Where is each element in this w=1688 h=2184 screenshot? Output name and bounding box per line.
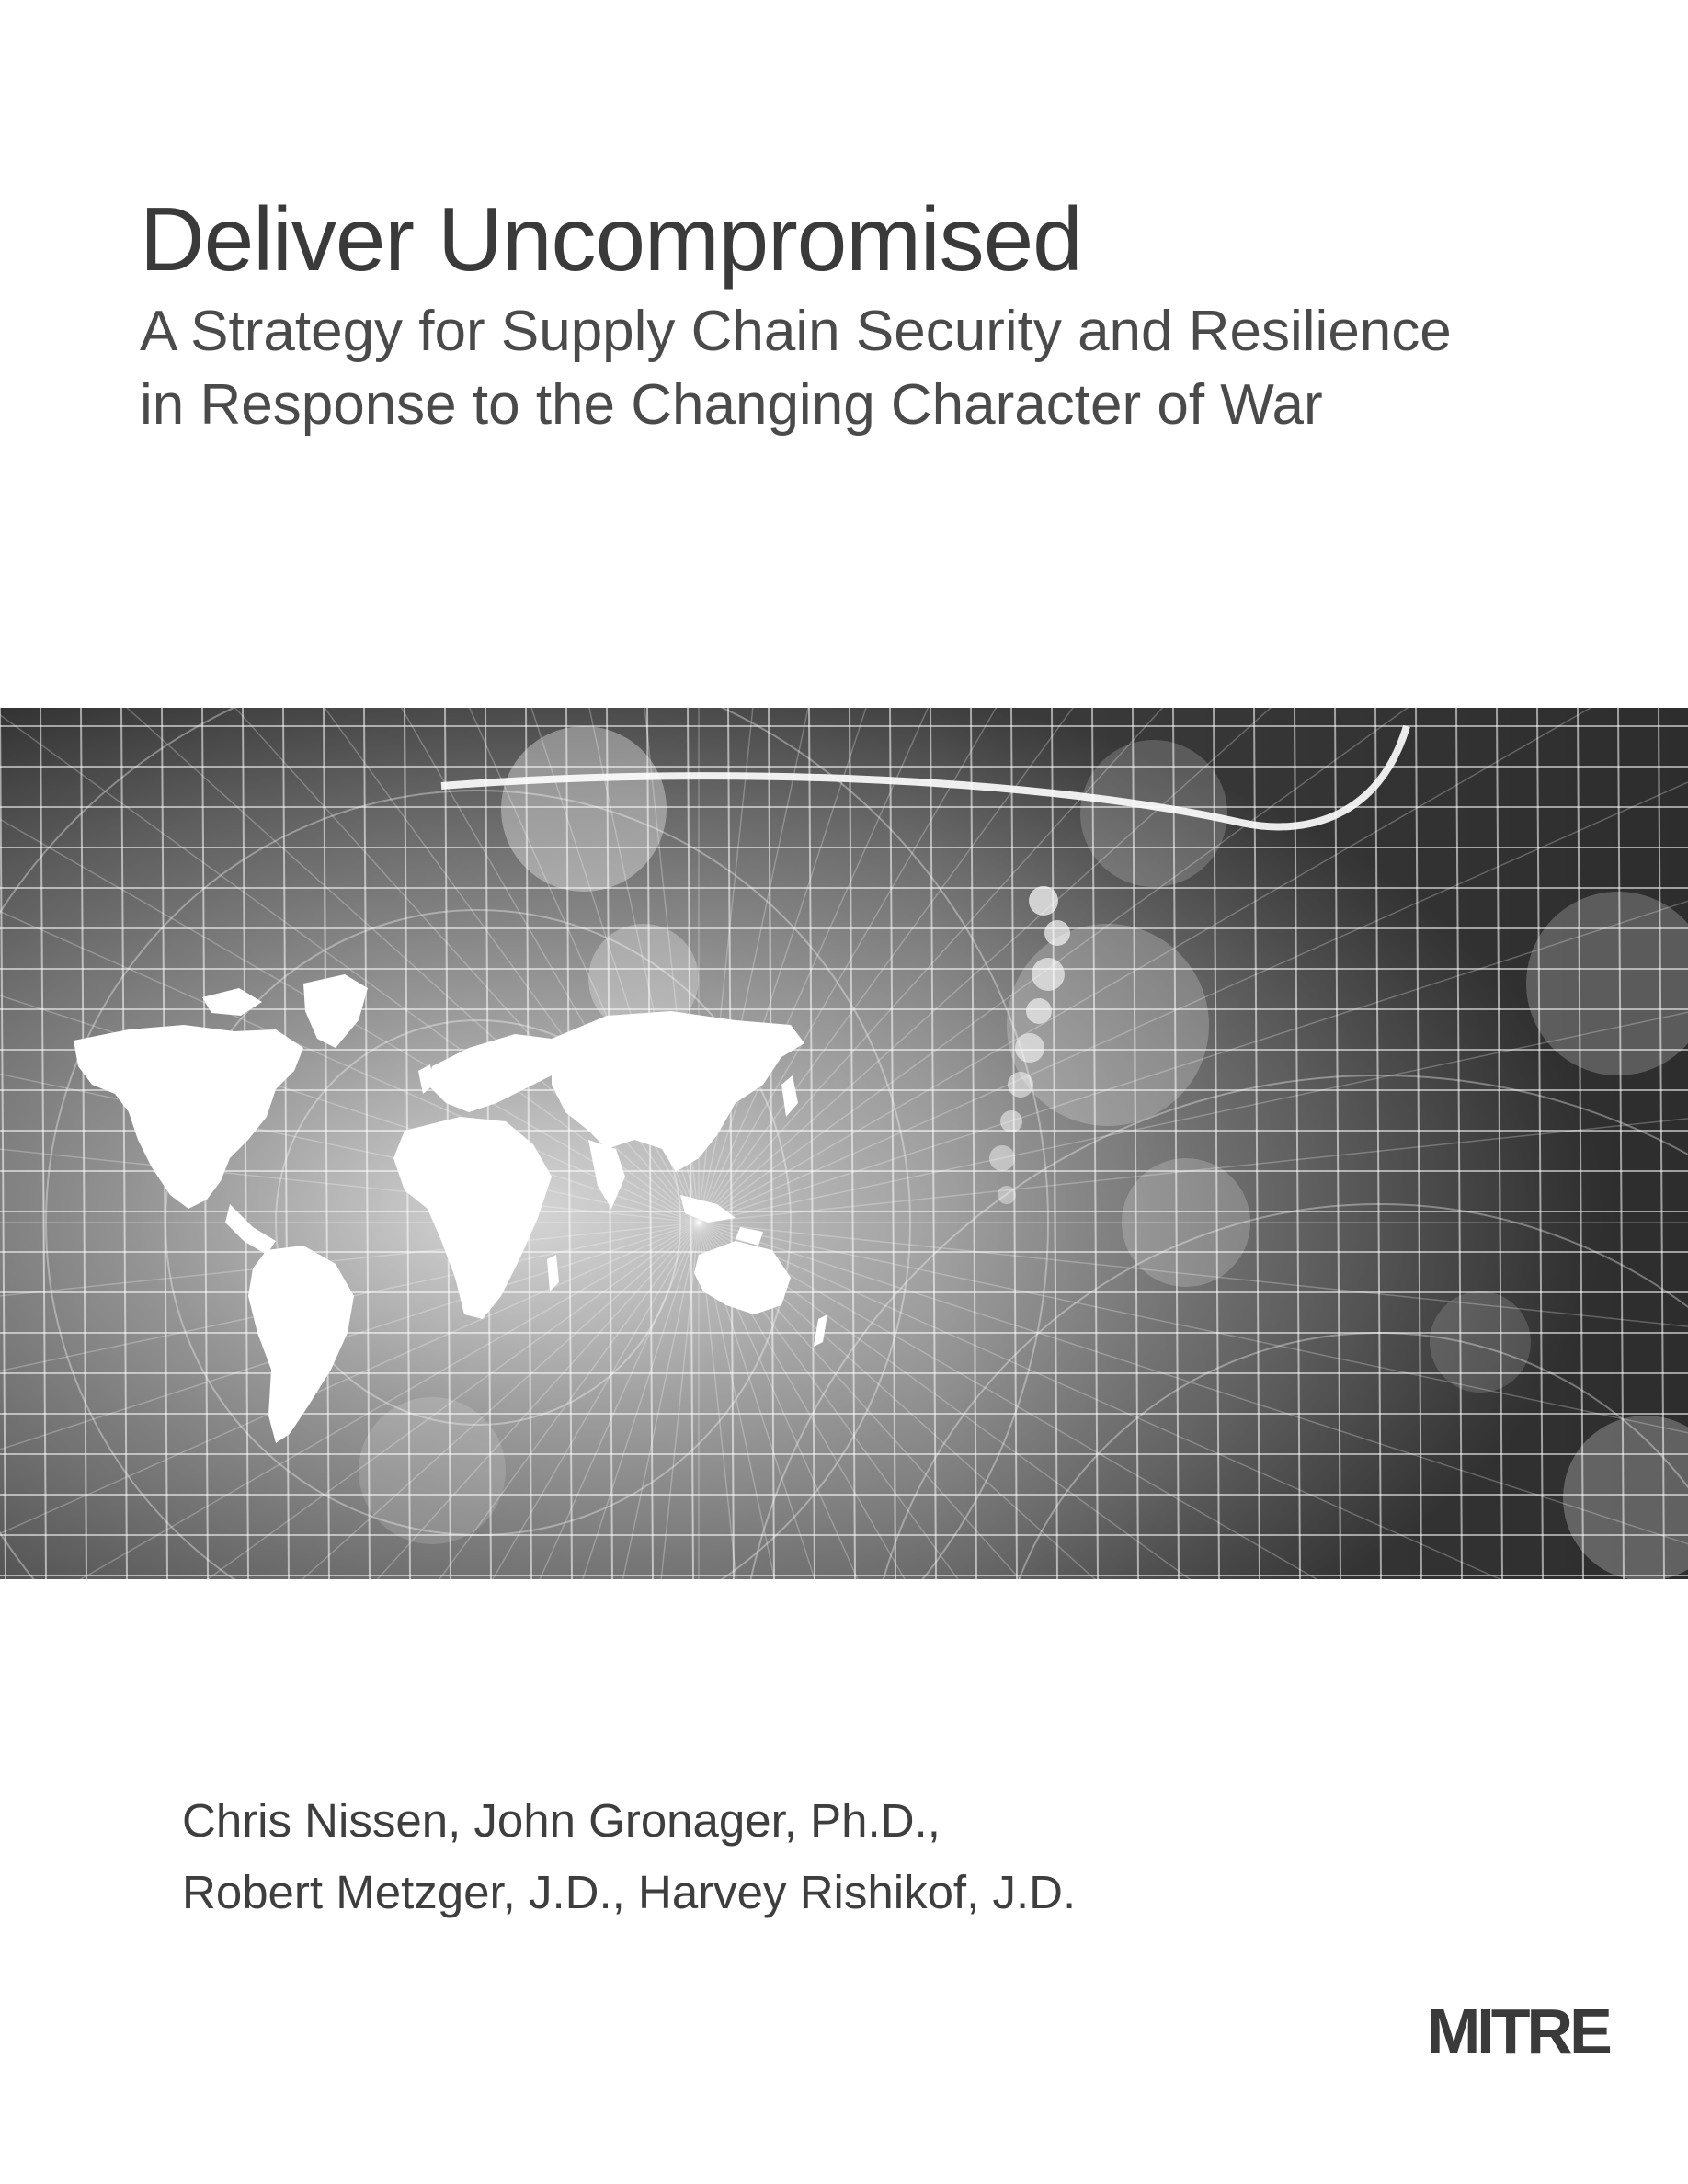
author-line-1: Chris Nissen, John Gronager, Ph.D., <box>182 1794 941 1847</box>
document-title: Deliver Uncompromised <box>140 188 1082 290</box>
subtitle-line-2: in Response to the Changing Character of War <box>140 373 1323 437</box>
document-subtitle <box>140 295 1452 442</box>
subtitle-line-1: A Strategy for Supply Chain Security and Resilience <box>140 300 1452 363</box>
author-line-2: Robert Metzger, J.D., Harvey Rishikof, J.D. <box>182 1866 1077 1918</box>
title-block <box>140 188 1452 442</box>
mitre-logo: MITRE <box>1427 1996 1609 2067</box>
author-list <box>182 1785 1076 1928</box>
world-map-grid-image <box>0 708 1688 1579</box>
